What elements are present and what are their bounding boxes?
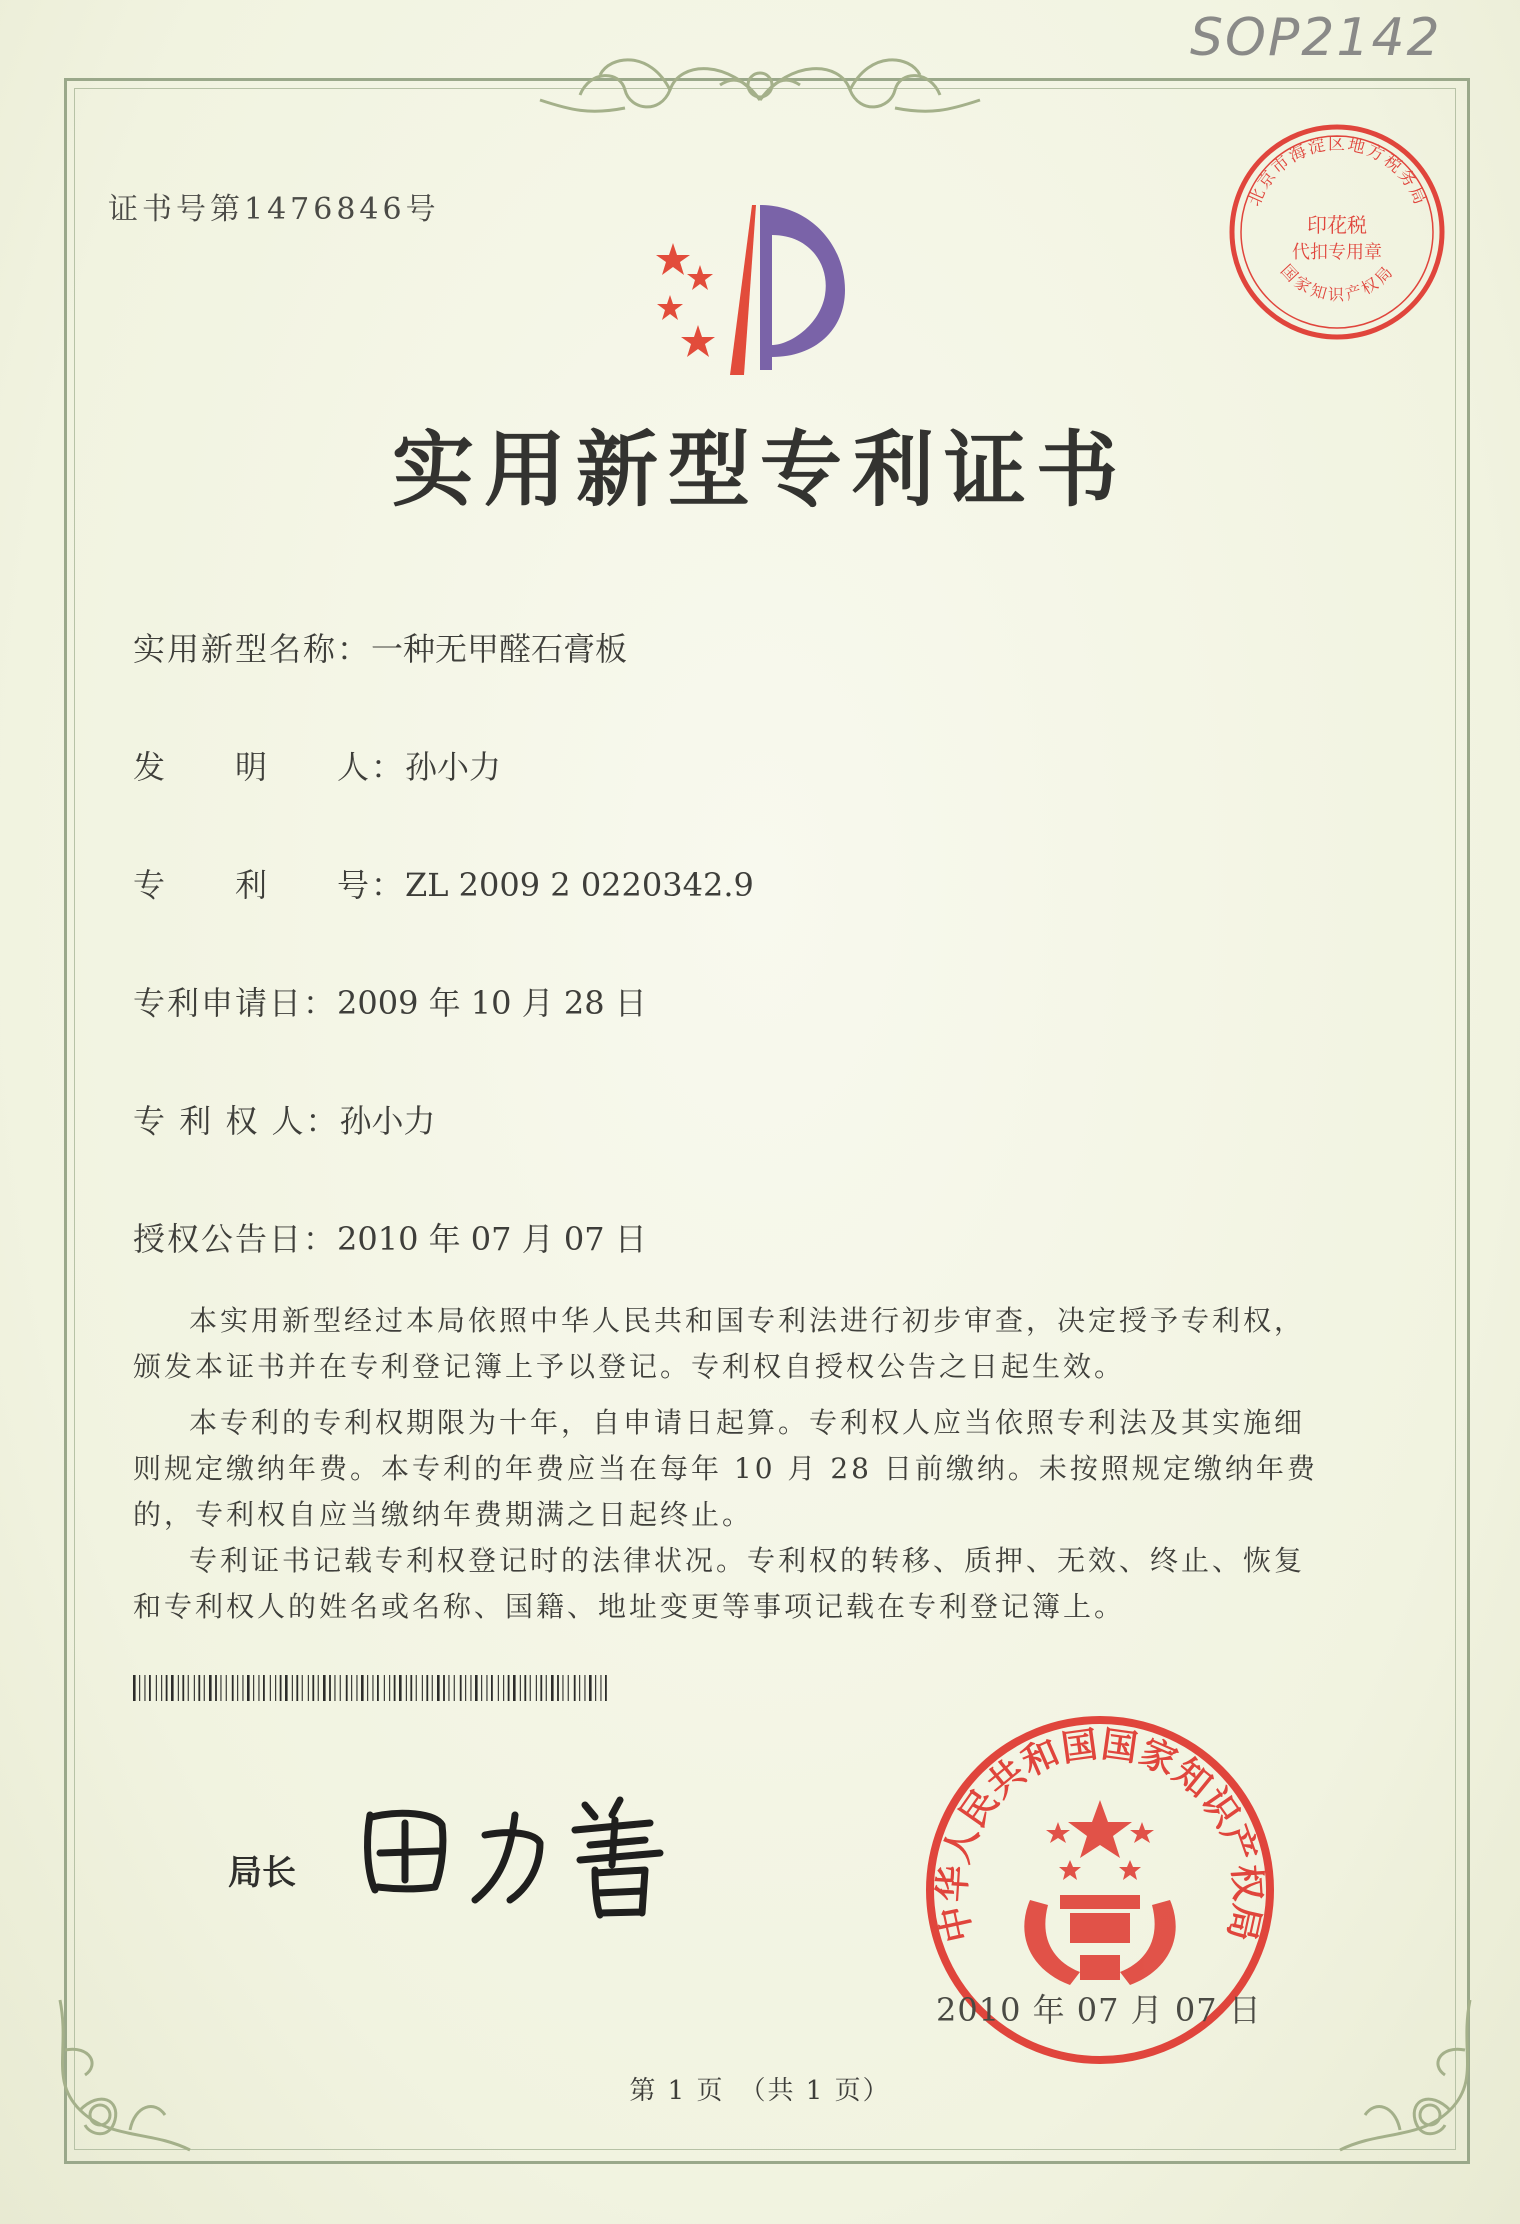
barcode-bar — [486, 1675, 487, 1701]
tax-seal-center-line1: 印花税 — [1307, 213, 1367, 237]
barcode-bar — [530, 1675, 531, 1701]
barcode-bar — [551, 1675, 554, 1701]
barcode-bar — [334, 1675, 335, 1701]
field-value: 孙小力 — [405, 748, 502, 786]
seal-date: 2010 年 07 月 07 日 — [936, 1991, 1262, 2029]
handwritten-note: SOP2142 — [1190, 8, 1442, 68]
barcode-bar — [329, 1675, 331, 1701]
barcode-bar — [139, 1675, 140, 1701]
barcode-bar — [149, 1675, 151, 1701]
barcode-bar — [182, 1675, 184, 1701]
barcode-bar — [508, 1675, 510, 1701]
certificate-title: 实用新型专利证书 — [391, 422, 1128, 518]
barcode-bar — [562, 1675, 563, 1701]
barcode-bar — [460, 1675, 462, 1701]
barcode-bar — [215, 1675, 217, 1701]
barcode-bar — [568, 1675, 569, 1701]
barcode-bar — [263, 1675, 265, 1701]
field-model-name — [133, 624, 627, 670]
certificate-number: 证书号第1476846号 — [108, 192, 440, 227]
barcode-bar — [454, 1675, 455, 1701]
svg-text:北京市海淀区地方税务局 — [1245, 134, 1431, 209]
barcode-bar — [426, 1675, 428, 1701]
barcode-bar — [340, 1675, 341, 1701]
barcode-bar — [595, 1675, 596, 1701]
patent-office-logo-icon — [640, 195, 900, 395]
barcode-bar — [178, 1675, 179, 1701]
barcode-bar — [579, 1675, 580, 1701]
barcode-bar — [372, 1675, 373, 1701]
barcode-bar — [536, 1675, 537, 1701]
barcode-bar — [312, 1675, 314, 1701]
barcode-bar — [574, 1675, 576, 1701]
field-grant-date — [133, 1214, 647, 1260]
director-signature — [350, 1775, 710, 1925]
barcode-bar — [247, 1675, 250, 1701]
barcode-bar — [292, 1675, 293, 1701]
barcode-bar — [188, 1675, 189, 1701]
barcode-bar — [323, 1675, 326, 1701]
field-inventor — [133, 742, 501, 788]
barcode-bar — [171, 1675, 174, 1701]
barcode-bar — [133, 1675, 136, 1701]
barcode-bar — [589, 1675, 592, 1701]
barcode-bar — [346, 1675, 348, 1701]
barcode-bar — [384, 1675, 385, 1701]
top-ornament-icon — [530, 40, 990, 130]
svg-text:国家知识产权局 — [1277, 261, 1398, 304]
barcode-bar — [318, 1675, 319, 1701]
barcode-bar — [432, 1675, 433, 1701]
barcode-bar — [540, 1675, 542, 1701]
barcode-bar — [356, 1675, 357, 1701]
barcode-bar — [513, 1675, 516, 1701]
barcode-bar — [481, 1675, 482, 1701]
barcode — [133, 1675, 611, 1701]
field-label: 专利申请日： — [133, 984, 338, 1022]
barcode-bar — [470, 1675, 471, 1701]
field-patentee — [133, 1096, 436, 1142]
barcode-bar — [209, 1675, 212, 1701]
barcode-bar — [280, 1675, 282, 1701]
barcode-bar — [285, 1675, 288, 1701]
statement-paragraph: 本专利的专利权期限为十年，自申请日起算。专利权人应当依照专利法及其实施细则规定缴纳年费。本专利的年费应当在每年 10 月 28 日前缴纳。未按照规定缴纳年费的，专利权自应当缴纳年费期满之日起终止。 — [133, 1406, 1318, 1531]
barcode-bar — [144, 1675, 145, 1701]
barcode-bar — [406, 1675, 407, 1701]
barcode-bar — [437, 1675, 440, 1701]
barcode-bar — [270, 1675, 271, 1701]
barcode-bar — [524, 1675, 526, 1701]
barcode-bar — [237, 1675, 238, 1701]
barcode-bar — [448, 1675, 449, 1701]
field-value: ZL 2009 2 0220342.9 — [405, 866, 754, 904]
barcode-bar — [443, 1675, 445, 1701]
barcode-bar — [389, 1675, 390, 1701]
barcode-bar — [242, 1675, 243, 1701]
barcode-bar — [491, 1675, 493, 1701]
statement-paragraph: 专利证书记载专利权登记时的法律状况。专利权的转移、质押、无效、终止、恢复和专利权人的姓名或名称、国籍、地址变更等事项记载在专利登记簿上。 — [133, 1544, 1306, 1623]
tax-seal-bottom-text: 国家知识产权局 — [1276, 260, 1399, 305]
barcode-bar — [520, 1675, 521, 1701]
barcode-bar — [422, 1675, 423, 1701]
field-value: 一种无甲醛石膏板 — [371, 630, 628, 668]
tax-stamp-seal — [1225, 120, 1450, 345]
field-label: 专 利 号： — [133, 866, 406, 904]
barcode-bar — [503, 1675, 504, 1701]
field-label: 授权公告日： — [133, 1220, 338, 1258]
barcode-bar — [377, 1675, 379, 1701]
field-patent-number — [133, 860, 754, 906]
field-value: 孙小力 — [339, 1102, 436, 1140]
field-label: 实用新型名称： — [133, 630, 372, 668]
barcode-bar — [161, 1675, 162, 1701]
barcode-bar — [302, 1675, 303, 1701]
barcode-bar — [198, 1675, 200, 1701]
tax-seal-center-line2: 代扣专用章 — [1292, 242, 1382, 263]
seal-ring-text: 中华人民共和国国家知识产权局 — [931, 1723, 1269, 1946]
barcode-bar — [410, 1675, 412, 1701]
barcode-bar — [605, 1675, 607, 1701]
barcode-bar — [584, 1675, 585, 1701]
barcode-bar — [416, 1675, 417, 1701]
statement-paragraph: 本实用新型经过本局依照中华人民共和国专利法进行初步审查，决定授予专利权，颁发本证书并在专利登记簿上予以登记。专利权自授权公告之日起生效。 — [133, 1304, 1306, 1383]
tax-seal-ring-text: 北京市海淀区地方税务局 — [1244, 134, 1431, 210]
barcode-bar — [258, 1675, 259, 1701]
barcode-bar — [498, 1675, 499, 1701]
field-label: 发 明 人： — [133, 748, 406, 786]
barcode-bar — [220, 1675, 221, 1701]
director-label: 局长 — [228, 1853, 296, 1893]
field-value: 2009 年 10 月 28 日 — [337, 984, 647, 1022]
field-label: 专 利 权 人： — [133, 1102, 340, 1140]
field-application-date — [133, 978, 647, 1024]
barcode-bar — [394, 1675, 396, 1701]
barcode-bar — [232, 1675, 234, 1701]
field-value: 2010 年 07 月 07 日 — [337, 1220, 647, 1258]
barcode-bar — [253, 1675, 254, 1701]
barcode-bar — [275, 1675, 276, 1701]
barcode-bar — [367, 1675, 368, 1701]
barcode-bar — [557, 1675, 559, 1701]
page-number: 第 1 页 （共 1 页） — [629, 2076, 891, 2106]
barcode-bar — [308, 1675, 309, 1701]
barcode-bar — [226, 1675, 227, 1701]
barcode-bar — [465, 1675, 466, 1701]
barcode-bar — [361, 1675, 364, 1701]
barcode-bar — [156, 1675, 157, 1701]
barcode-bar — [600, 1675, 601, 1701]
barcode-bar — [399, 1675, 402, 1701]
barcode-bar — [546, 1675, 547, 1701]
barcode-bar — [296, 1675, 298, 1701]
barcode-bar — [166, 1675, 168, 1701]
barcode-bar — [351, 1675, 352, 1701]
barcode-bar — [194, 1675, 195, 1701]
barcode-bar — [204, 1675, 205, 1701]
barcode-bar — [475, 1675, 478, 1701]
